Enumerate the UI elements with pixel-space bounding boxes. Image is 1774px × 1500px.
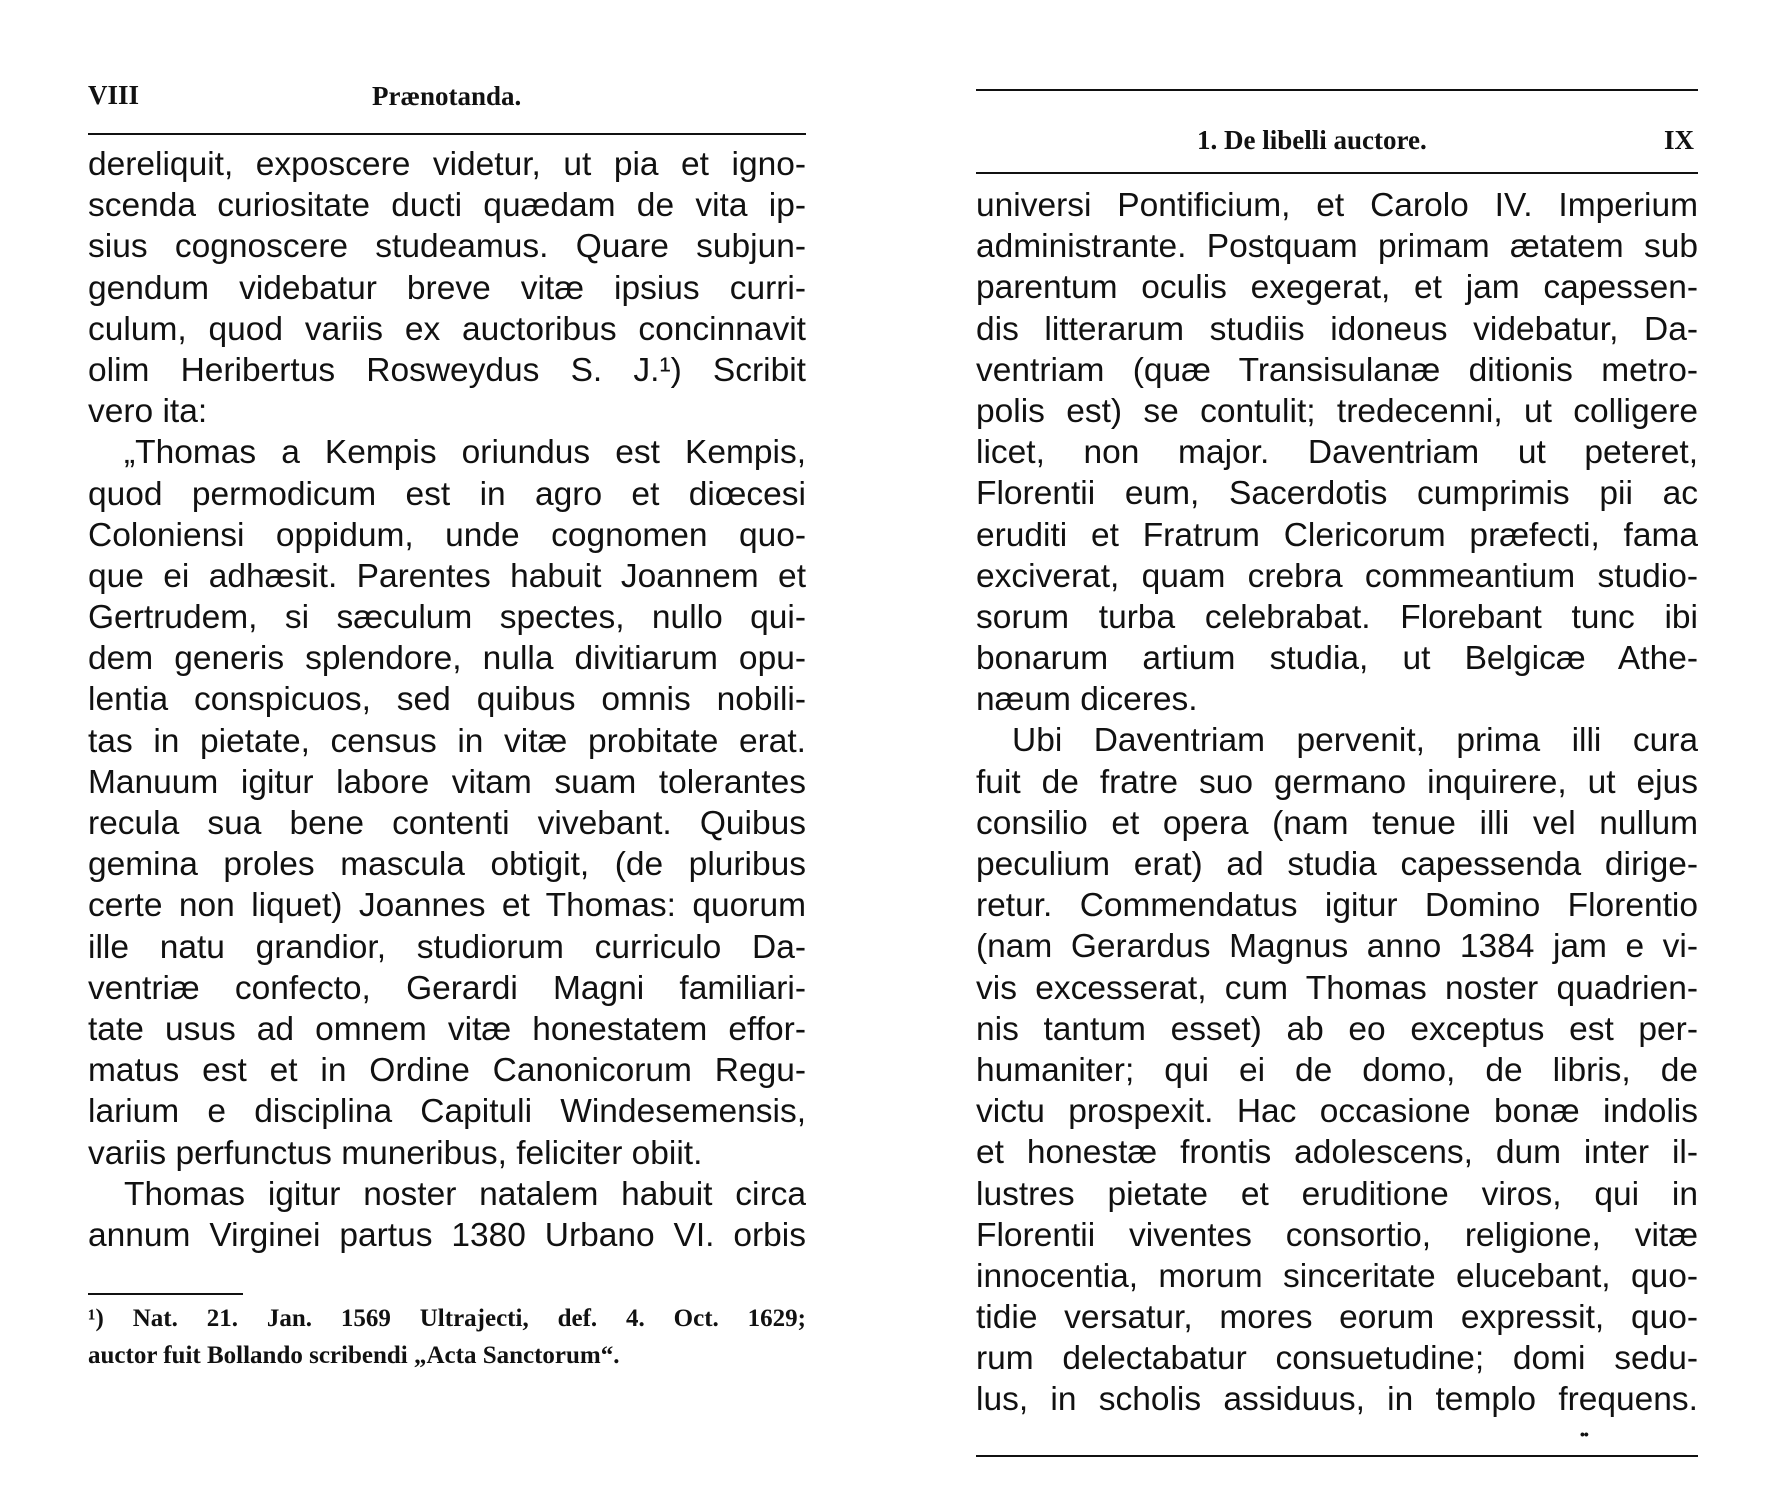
- footnote-line: auctor fuit Bollando scribendi „Acta Sanctorum“.: [88, 1342, 620, 1369]
- text-line: certe non liquet) Joannes et Thomas: quorum: [88, 887, 806, 925]
- text-line: tate usus ad omnem vitæ honestatem effor-: [88, 1010, 806, 1048]
- text-line: olim Heribertus Rosweydus S. J.¹) Scribit: [88, 351, 806, 389]
- text-line: rum delectabatur consuetudine; domi sedu-: [976, 1340, 1698, 1378]
- right-page-number: IX: [1663, 125, 1694, 155]
- text-line: retur. Commendatus igitur Domino Florentio: [976, 887, 1698, 925]
- text-line: lus, in scholis assiduus, in templo frequens.: [976, 1381, 1698, 1419]
- text-line: Thomas igitur noster natalem habuit circa: [124, 1175, 806, 1213]
- text-line: gendum videbatur breve vitæ ipsius curri-: [88, 269, 806, 307]
- text-line: tas in pietate, census in vitæ probitate erat.: [88, 722, 806, 760]
- footnote-line: ¹) Nat. 21. Jan. 1569 Ultrajecti, def. 4. Oct. 1629;: [88, 1305, 806, 1332]
- text-line: licet, non major. Daventriam ut peteret,: [976, 434, 1698, 472]
- text-line: matus est et in Ordine Canonicorum Regu-: [88, 1052, 806, 1090]
- text-line: fuit de fratre suo germano inquirere, ut ejus: [976, 763, 1698, 801]
- left-page-number: VIII: [88, 80, 140, 110]
- text-line: consilio et opera (nam tenue illi vel nullum: [976, 804, 1698, 842]
- text-line: sorum turba celebrabat. Florebant tunc ibi: [976, 598, 1698, 636]
- right-head-rule: [976, 172, 1698, 174]
- footnote-separator: [88, 1293, 243, 1295]
- right-body-text: [976, 185, 1698, 1421]
- right-bottom-rule: [976, 1455, 1698, 1457]
- text-line: lustres pietate et eruditione viros, qui in: [976, 1175, 1698, 1213]
- text-line: vis excesserat, cum Thomas noster quadrien-: [976, 969, 1698, 1007]
- text-line: ventriæ confecto, Gerardi Magni familiari-: [88, 969, 806, 1007]
- text-line: Manuum igitur labore vitam suam tolerantes: [88, 763, 806, 801]
- text-line: gemina proles mascula obtigit, (de pluribus: [88, 846, 806, 884]
- right-top-rule: [976, 89, 1698, 91]
- text-line: Ubi Daventriam pervenit, prima illi cura: [1012, 722, 1698, 760]
- text-line: næum diceres.: [976, 681, 1198, 719]
- text-line: scenda curiositate ducti quædam de vita ip-: [88, 187, 806, 225]
- text-line: sius cognoscere studeamus. Quare subjun-: [88, 228, 806, 266]
- text-line: Coloniensi oppidum, unde cognomen quo-: [88, 516, 806, 554]
- text-line: ventriam (quæ Transisulanæ ditionis metro-: [976, 351, 1698, 389]
- text-line: exciverat, quam crebra commeantium studio-: [976, 557, 1698, 595]
- text-line: vero ita:: [88, 393, 208, 431]
- text-line: (nam Gerardus Magnus anno 1384 jam e vi-: [976, 928, 1698, 966]
- text-line: tidie versatur, mores eorum expressit, quo-: [976, 1299, 1698, 1337]
- text-line: humaniter; qui ei de domo, de libris, de: [976, 1051, 1698, 1089]
- text-line: quod permodicum est in agro et diœcesi: [88, 475, 806, 513]
- text-line: variis perfunctus muneribus, feliciter obiit.: [88, 1134, 703, 1172]
- footnote: [88, 1300, 806, 1374]
- left-head-rule: [88, 133, 806, 135]
- text-line: administrante. Postquam primam ætatem sub: [976, 228, 1698, 266]
- text-line: innocentia, morum sinceritate elucebant, quo-: [976, 1257, 1698, 1295]
- text-line: ille natu grandior, studiorum curriculo Da-: [88, 928, 806, 966]
- text-line: parentum oculis exegerat, et jam capessen-: [976, 269, 1698, 307]
- text-line: et honestæ frontis adolescens, dum inter il-: [976, 1134, 1698, 1172]
- text-line: peculium erat) ad studia capessenda dirige-: [976, 846, 1698, 883]
- text-line: Gertrudem, si sæculum spectes, nullo qui-: [88, 599, 806, 637]
- text-line: bonarum artium studia, ut Belgicæ Athe-: [976, 640, 1698, 678]
- text-line: annum Virginei partus 1380 Urbano VI. orbis: [88, 1216, 806, 1254]
- text-line: dem generis splendore, nulla divitiarum opu-: [88, 640, 806, 678]
- text-line: lentia conspicuos, sed quibus omnis nobili-: [88, 681, 806, 719]
- text-line: culum, quod variis ex auctoribus concinnavit: [88, 310, 806, 348]
- left-running-title: Prænotanda.: [372, 81, 522, 111]
- left-body-text: [88, 144, 806, 1256]
- text-line: Florentii eum, Sacerdotis cumprimis pii ac: [976, 475, 1698, 513]
- text-line: victu prospexit. Hac occasione bonæ indolis: [976, 1093, 1698, 1131]
- right-running-title: 1. De libelli auctore.: [1197, 125, 1427, 155]
- signature-mark: ••: [1580, 1426, 1588, 1442]
- text-line: larium e disciplina Capituli Windesemensis,: [88, 1093, 806, 1131]
- text-line: Florentii viventes consortio, religione, vitæ: [976, 1216, 1698, 1254]
- text-line: recula sua bene contenti vivebant. Quibus: [88, 805, 806, 842]
- text-line: eruditi et Fratrum Clericorum præfecti, fama: [976, 516, 1698, 554]
- text-line: „Thomas a Kempis oriundus est Kempis,: [124, 434, 806, 472]
- text-line: que ei adhæsit. Parentes habuit Joannem et: [88, 557, 806, 595]
- text-line: polis est) se contulit; tredecenni, ut colligere: [976, 392, 1698, 430]
- text-line: universi Pontificium, et Carolo IV. Imperium: [976, 187, 1698, 224]
- text-line: nis tantum esset) ab eo exceptus est per-: [976, 1010, 1698, 1048]
- text-line: dis litterarum studiis idoneus videbatur, Da-: [976, 310, 1698, 348]
- text-line: dereliquit, exposcere videtur, ut pia et igno-: [88, 146, 806, 183]
